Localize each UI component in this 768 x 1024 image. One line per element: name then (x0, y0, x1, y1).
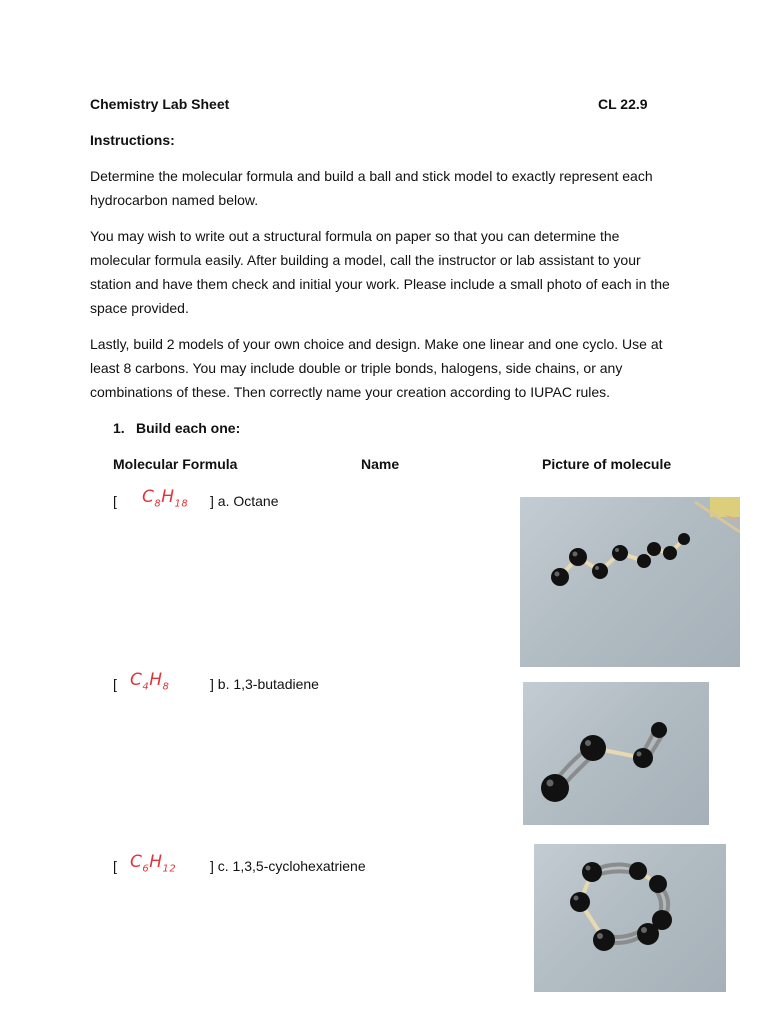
row-a-compound-name: ] a. Octane (210, 493, 279, 509)
instructions-paragraph-2: You may wish to write out a structural formula on paper so that you can determine the molecular formula easily. After building a model, call the instructor or lab assistant to your station and have them check and initial your work. Please include a small photo of each in the space provided. (90, 228, 670, 316)
row-a-open-bracket: [ (113, 493, 117, 509)
instructions-paragraph-3: Lastly, build 2 models of your own choice and design. Make one linear and one cyclo. Use at least 8 carbons. You may include double or triple bonds, halogens, side chains, or any combinations of these. Then correctly name your creation according to IUPAC rules. (90, 336, 663, 400)
column-header-name: Name (361, 456, 400, 472)
octane-model-drawing (520, 497, 740, 667)
row-c-open-bracket: [ (113, 858, 117, 874)
section-heading: Build each one: (136, 420, 241, 436)
sheet-title: Chemistry Lab Sheet (90, 96, 230, 112)
butadiene-model-drawing (523, 682, 709, 825)
cyclohexatriene-model-drawing (534, 844, 726, 992)
column-header-picture: Picture of molecule (542, 456, 672, 472)
column-header-formula: Molecular Formula (113, 456, 238, 472)
instructions-paragraph-1: Determine the molecular formula and build a ball and stick model to exactly represent each hydrocarbon named below. (90, 168, 653, 208)
row-c-handwritten-formula: $C_6H_{12}$ (130, 852, 177, 875)
sheet-code: CL 22.9 (598, 96, 648, 112)
row-b-open-bracket: [ (113, 676, 117, 692)
row-a-handwritten-formula: $C_8H_{18}$ (142, 487, 189, 510)
row-c-compound-name: ] c. 1,3,5-cyclohexatriene (210, 858, 366, 874)
row-b-compound-name: ] b. 1,3-butadiene (210, 676, 319, 692)
octane-model-photo (520, 497, 740, 667)
cyclohexatriene-model-photo (534, 844, 726, 992)
section-number: 1. (113, 420, 125, 436)
butadiene-model-photo (523, 682, 709, 825)
instructions-heading: Instructions: (90, 132, 175, 148)
row-b-handwritten-formula: $C_4H_8$ (130, 670, 170, 693)
